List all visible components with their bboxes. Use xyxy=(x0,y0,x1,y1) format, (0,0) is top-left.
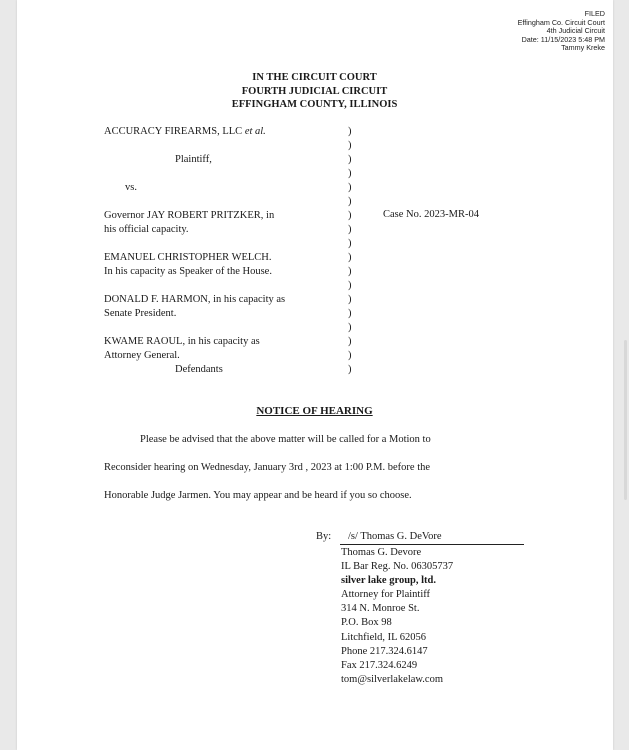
paren: ) xyxy=(348,196,352,207)
stamp-line: Date: 11/15/2023 5:48 PM xyxy=(521,34,605,44)
document-page xyxy=(17,0,613,750)
email-address: tom@silverlakelaw.com xyxy=(341,673,444,685)
paren: ) xyxy=(348,308,352,319)
stamp-line: Effingham Co. Circuit Court xyxy=(517,17,605,27)
plaintiff-name: ACCURACY FIREARMS, LLC et al. xyxy=(104,126,266,137)
city-state-zip: Litchfield, IL 62056 xyxy=(341,631,427,643)
paren: ) xyxy=(348,238,352,249)
paren: ) xyxy=(348,294,352,305)
court-header xyxy=(0,71,629,112)
attorney-name: Thomas G. Devore xyxy=(341,547,422,558)
defendant-welch: EMANUEL CHRISTOPHER WELCH. In his capacity as Speaker of the House. xyxy=(104,252,272,277)
notice-body-line-3: Honorable Judge Jarmen. You may appear and be heard if you so choose. xyxy=(104,490,412,501)
paren: ) xyxy=(348,210,352,221)
bar-registration: IL Bar Reg. No. 06305737 xyxy=(341,561,454,573)
defendant-pritzker: Governor JAY ROBERT PRITZKER, in his official capacity. xyxy=(104,210,275,235)
versus-label: vs. xyxy=(125,182,137,193)
signature-block xyxy=(341,546,453,687)
defendant-raoul: KWAME RAOUL, in his capacity as Attorney General. xyxy=(104,336,260,361)
paren: ) xyxy=(348,266,352,277)
defendants-label: Defendants xyxy=(175,364,223,375)
firm-name: silver lake group, ltd. xyxy=(341,575,436,587)
paren: ) xyxy=(348,364,352,375)
paren: ) xyxy=(348,126,352,137)
filing-stamp xyxy=(518,10,605,53)
paren: ) xyxy=(348,280,352,291)
paren: ) xyxy=(348,252,352,263)
scrollbar[interactable] xyxy=(624,340,627,500)
stamp-line: Tammy Kreke xyxy=(561,43,605,53)
paren: ) xyxy=(348,336,352,347)
paren: ) xyxy=(348,182,352,193)
plaintiff-label: Plaintiff, xyxy=(175,154,212,165)
paren: ) xyxy=(348,350,352,361)
paren: ) xyxy=(348,140,352,151)
case-number: Case No. 2023-MR-04 xyxy=(383,209,479,220)
by-label: By: xyxy=(316,531,332,542)
street-address: 314 N. Monroe St. xyxy=(341,603,420,615)
phone-number: Phone 217.324.6147 xyxy=(341,645,428,657)
circuit-name: FOURTH JUDICIAL CIRCUIT xyxy=(241,85,388,97)
defendant-harmon: DONALD F. HARMON, in his capacity as Senate President. xyxy=(104,294,286,319)
attorney-role: Attorney for Plaintiff xyxy=(341,589,431,601)
paren: ) xyxy=(348,224,352,235)
county-name: EFFINGHAM COUNTY, ILLINOIS xyxy=(231,99,398,110)
notice-body-line-1: Please be advised that the above matter will be called for a Motion to xyxy=(140,434,431,445)
court-name: IN THE CIRCUIT COURT xyxy=(252,72,377,83)
notice-body-line-2: Reconsider hearing on Wednesday, January 3rd , 2023 at 1:00 P.M. before the xyxy=(104,462,431,473)
paren: ) xyxy=(348,322,352,333)
paren: ) xyxy=(348,168,352,179)
stamp-line: FILED xyxy=(584,9,605,18)
po-box: P.O. Box 98 xyxy=(341,617,392,629)
caption-parentheses xyxy=(348,125,352,377)
stamp-line: 4th Judicial Circuit xyxy=(546,26,605,36)
electronic-signature: /s/ Thomas G. DeVore xyxy=(340,531,524,545)
paren: ) xyxy=(348,154,352,165)
notice-title: NOTICE OF HEARING xyxy=(256,405,373,417)
fax-number: Fax 217.324.6249 xyxy=(341,659,418,671)
